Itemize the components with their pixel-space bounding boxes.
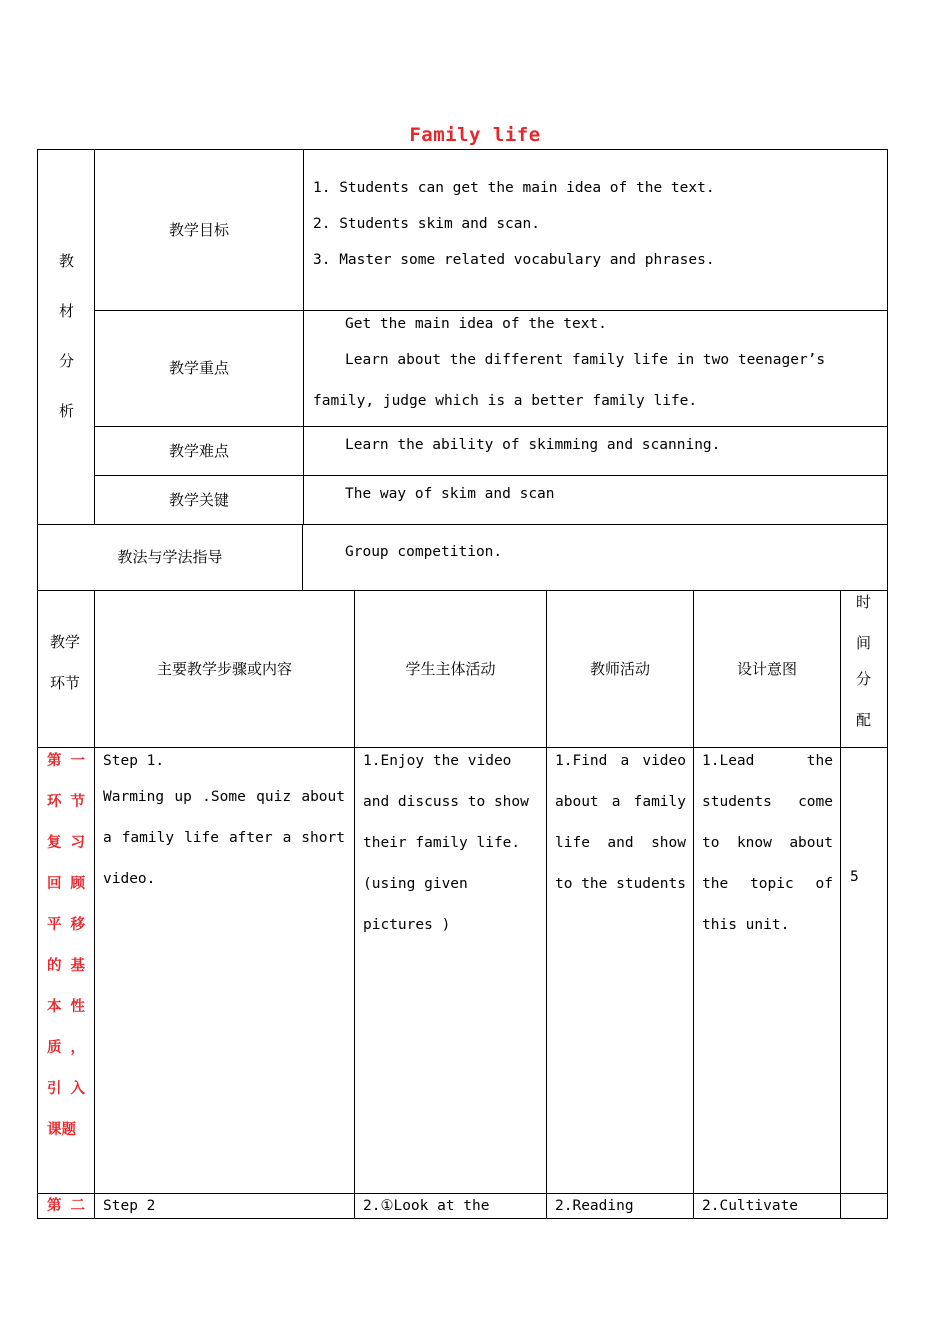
row1-stage (37, 747, 95, 1194)
row2-teacher-line-1: 2.Reading (555, 1198, 634, 1214)
header-stage-line-2: 环节 (50, 674, 81, 692)
header-time-char-4: 配 (856, 711, 872, 729)
goals-content (303, 149, 888, 311)
row1-stage-line-3: 复 习 (47, 835, 85, 851)
key-text: The way of skim and scan (345, 486, 555, 502)
row1-design-line-2: students come (702, 794, 833, 810)
key-points-content (303, 310, 888, 427)
row2-design-intent (693, 1193, 841, 1219)
method-label: 教法与学法指导 (37, 524, 303, 591)
row1-design-line-4: the topic of (702, 876, 833, 892)
method-content (302, 524, 888, 591)
row1-stage-line-7: 本 性 (47, 999, 85, 1015)
row1-design-line-1: 1.Lead the (702, 753, 833, 769)
key-label: 教学关键 (94, 475, 304, 525)
difficulties-text: Learn the ability of skimming and scanning. (345, 437, 721, 453)
analysis-label-char-4: 析 (59, 402, 75, 420)
row1-student-line-4: (using given (363, 876, 468, 892)
row1-student-activity (354, 747, 547, 1194)
analysis-label-char-3: 分 (59, 352, 75, 370)
row2-stage-line-1: 第 二 (47, 1198, 85, 1214)
key-point-line-2: Learn about the different family life in two teenager’s (345, 352, 826, 368)
row1-steps-line-3: a family life after a short (103, 830, 345, 846)
key-content (303, 475, 888, 525)
row1-stage-line-1: 第 一 (47, 753, 85, 769)
row1-stage-line-5: 平 移 (47, 917, 85, 933)
row1-student-line-3: their family life. (363, 835, 521, 851)
document-title: Family life (409, 124, 541, 146)
difficulties-content (303, 426, 888, 476)
row1-teacher-line-4: to the students (555, 876, 686, 892)
analysis-label-char-2: 材 (59, 302, 75, 320)
goal-line-3: 3. Master some related vocabulary and phrases. (313, 252, 715, 268)
header-teacher-activity: 教师活动 (546, 590, 694, 748)
goal-line-1: 1. Students can get the main idea of the text. (313, 180, 715, 196)
row1-steps-line-4: video. (103, 871, 156, 887)
goals-label: 教学目标 (94, 149, 304, 311)
method-text: Group competition. (345, 544, 503, 560)
header-time (840, 590, 888, 748)
row2-time (840, 1193, 888, 1219)
key-points-label: 教学重点 (94, 310, 304, 427)
header-steps: 主要教学步骤或内容 (94, 590, 355, 748)
row1-time-value: 5 (850, 869, 859, 885)
row1-steps-line-2: Warming up .Some quiz about (103, 789, 345, 805)
row1-stage-line-8: 质 ， (47, 1040, 85, 1056)
row2-design-line-1: 2.Cultivate (702, 1198, 799, 1214)
row1-stage-line-10: 课题 (47, 1122, 76, 1138)
row1-design-line-5: this unit. (702, 917, 790, 933)
header-stage (37, 590, 95, 748)
analysis-label-cell (37, 149, 95, 525)
row1-stage-line-2: 环 节 (47, 794, 85, 810)
row2-stage (37, 1193, 95, 1219)
row2-student-activity (354, 1193, 547, 1219)
header-stage-line-1: 教学 (50, 633, 81, 651)
header-design-intent: 设计意图 (693, 590, 841, 748)
key-point-line-1: Get the main idea of the text. (345, 316, 607, 332)
row1-time (840, 747, 888, 1194)
row2-teacher-activity (546, 1193, 694, 1219)
header-time-char-1: 时 (856, 593, 872, 611)
row2-steps (94, 1193, 355, 1219)
row1-design-line-3: to know about (702, 835, 833, 851)
row1-teacher-line-2: about a family (555, 794, 686, 810)
row1-stage-line-9: 引 入 (47, 1081, 85, 1097)
header-student-activity: 学生主体活动 (354, 590, 547, 748)
analysis-label-char-1: 教 (59, 252, 75, 270)
goal-line-2: 2. Students skim and scan. (313, 216, 540, 232)
difficulties-label: 教学难点 (94, 426, 304, 476)
row1-stage-line-4: 回 顾 (47, 876, 85, 892)
header-time-char-2: 间 (856, 634, 872, 652)
row1-student-line-5: pictures ) (363, 917, 451, 933)
row1-student-line-2: and discuss to show (363, 794, 529, 810)
row1-design-intent (693, 747, 841, 1194)
row2-steps-line-1: Step 2 (103, 1198, 156, 1214)
key-point-line-3: family, judge which is a better family life. (313, 393, 698, 409)
row1-teacher-activity (546, 747, 694, 1194)
row1-student-line-1: 1.Enjoy the video (363, 753, 512, 769)
row1-steps-line-1: Step 1. (103, 753, 165, 769)
row1-stage-line-6: 的 基 (47, 958, 85, 974)
row2-student-line-1: 2.①Look at the (363, 1198, 490, 1214)
row1-teacher-line-3: life and show (555, 835, 686, 851)
row1-steps (94, 747, 355, 1194)
row1-teacher-line-1: 1.Find a video (555, 753, 686, 769)
header-time-char-3: 分 (856, 670, 872, 688)
